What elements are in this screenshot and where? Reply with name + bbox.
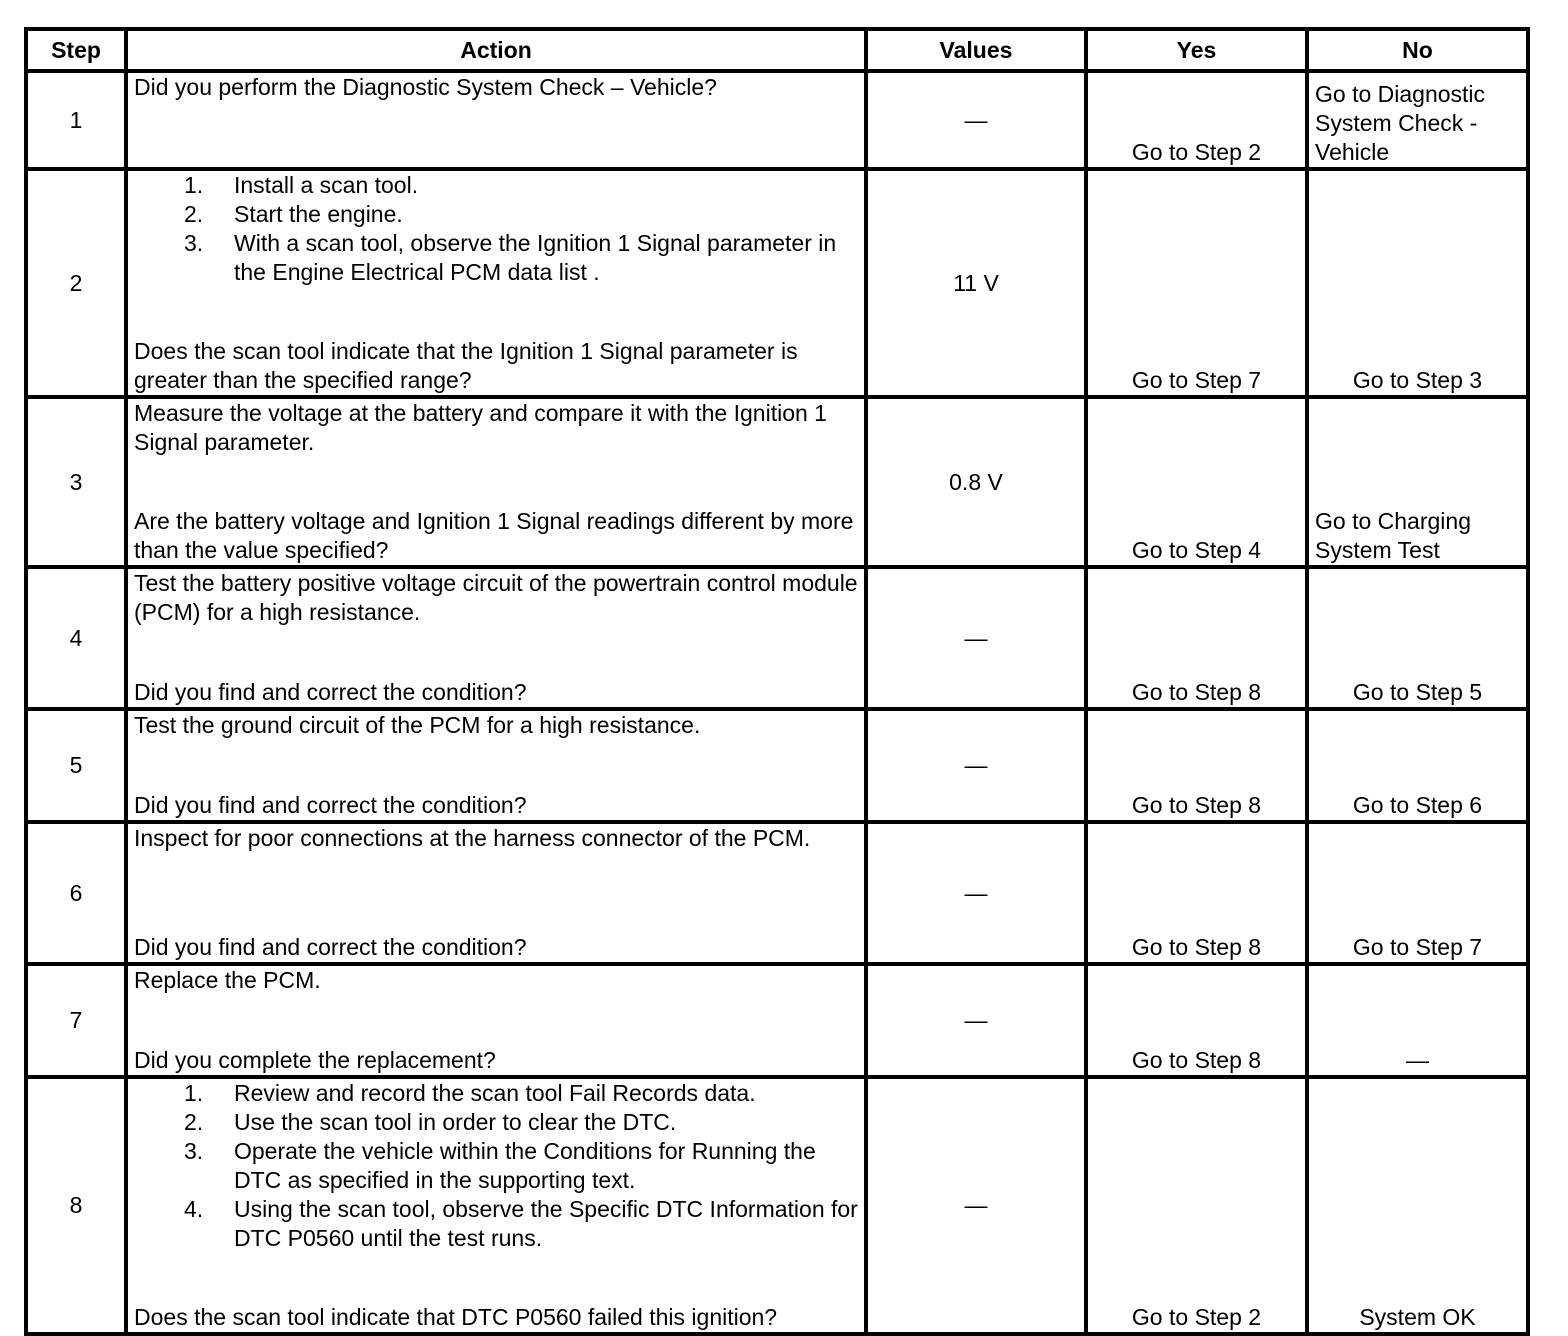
step-number: 6: [26, 822, 126, 964]
values-cell: 11 V: [866, 169, 1086, 397]
header-step: Step: [26, 29, 126, 71]
substep: 2. Use the scan tool in order to clear the DTC.: [184, 1109, 677, 1135]
action-cell: [126, 397, 866, 567]
header-values: Values: [866, 29, 1086, 71]
action-text: Test the ground circuit of the PCM for a high resistance.: [134, 712, 701, 738]
yes-cell: Go to Step 8: [1086, 964, 1307, 1077]
values-cell: 0.8 V: [866, 397, 1086, 567]
action-question: Are the battery voltage and Ignition 1 Signal readings different by more than the value specified?: [134, 508, 854, 563]
yes-cell: Go to Step 8: [1086, 567, 1307, 709]
yes-cell: Go to Step 2: [1086, 71, 1307, 169]
values-cell: —: [866, 822, 1086, 964]
values-cell: —: [866, 1077, 1086, 1334]
yes-cell: Go to Step 2: [1086, 1077, 1307, 1334]
substep-list: [134, 171, 858, 287]
action-cell: [126, 567, 866, 709]
no-cell: Go to Step 5: [1307, 567, 1528, 709]
values-cell: —: [866, 709, 1086, 822]
step-number: 7: [26, 964, 126, 1077]
values-cell: —: [866, 567, 1086, 709]
action-text: Did you perform the Diagnostic System Check – Vehicle?: [134, 74, 717, 100]
table-row: [26, 567, 1528, 709]
action-question: Does the scan tool indicate that the Ignition 1 Signal parameter is greater than the specified range?: [134, 338, 798, 393]
action-text: Test the battery positive voltage circuit of the powertrain control module (PCM) for a high resistance.: [134, 570, 858, 625]
step-number: 1: [26, 71, 126, 169]
action-cell: [126, 71, 866, 169]
action-cell: [126, 169, 866, 397]
action-cell: [126, 964, 866, 1077]
table-row: [26, 71, 1528, 169]
table-row: [26, 1077, 1528, 1334]
header-yes: Yes: [1086, 29, 1307, 71]
no-cell: Go to Step 6: [1307, 709, 1528, 822]
substep: 1. Install a scan tool.: [184, 172, 419, 198]
action-text: Inspect for poor connections at the harness connector of the PCM.: [134, 825, 811, 851]
yes-cell: Go to Step 8: [1086, 822, 1307, 964]
substep: 2. Start the engine.: [184, 201, 403, 227]
table-row: [26, 709, 1528, 822]
action-text: Measure the voltage at the battery and compare it with the Ignition 1 Signal parameter.: [134, 400, 827, 455]
no-cell: Go to Charging System Test: [1307, 397, 1528, 567]
no-cell: Go to Step 7: [1307, 822, 1528, 964]
substep: 1. Review and record the scan tool Fail Records data.: [184, 1080, 756, 1106]
action-cell: [126, 1077, 866, 1334]
values-cell: —: [866, 964, 1086, 1077]
header-no: No: [1307, 29, 1528, 71]
header-row: [26, 29, 1528, 71]
header-action: Action: [126, 29, 866, 71]
yes-cell: Go to Step 7: [1086, 169, 1307, 397]
step-number: 3: [26, 397, 126, 567]
no-cell: Go to Diagnostic System Check - Vehicle: [1307, 71, 1528, 169]
substep: 3. Operate the vehicle within the Conditions for Running the DTC as specified in the supporting text.: [184, 1138, 816, 1193]
values-cell: —: [866, 71, 1086, 169]
substep-list: [134, 1079, 858, 1253]
table-row: [26, 964, 1528, 1077]
substep: 4. Using the scan tool, observe the Specific DTC Information for DTC P0560 until the test runs.: [184, 1196, 858, 1251]
table-row: [26, 169, 1528, 397]
action-question: Does the scan tool indicate that DTC P0560 failed this ignition?: [134, 1304, 778, 1330]
table-row: [26, 397, 1528, 567]
no-cell: System OK: [1307, 1077, 1528, 1334]
action-cell: [126, 709, 866, 822]
table-row: [26, 822, 1528, 964]
step-number: 2: [26, 169, 126, 397]
no-cell: —: [1307, 964, 1528, 1077]
step-number: 8: [26, 1077, 126, 1334]
action-question: Did you complete the replacement?: [134, 1047, 496, 1073]
action-question: Did you find and correct the condition?: [134, 934, 527, 960]
action-cell: [126, 822, 866, 964]
step-number: 5: [26, 709, 126, 822]
action-question: Did you find and correct the condition?: [134, 792, 527, 818]
substep: 3. With a scan tool, observe the Ignition 1 Signal parameter in the Engine Electrical PCM data list .: [184, 230, 837, 285]
yes-cell: Go to Step 4: [1086, 397, 1307, 567]
step-number: 4: [26, 567, 126, 709]
diagnostic-table: [24, 27, 1530, 1336]
yes-cell: Go to Step 8: [1086, 709, 1307, 822]
action-question: Did you find and correct the condition?: [134, 679, 527, 705]
action-text: Replace the PCM.: [134, 967, 321, 993]
no-cell: Go to Step 3: [1307, 169, 1528, 397]
